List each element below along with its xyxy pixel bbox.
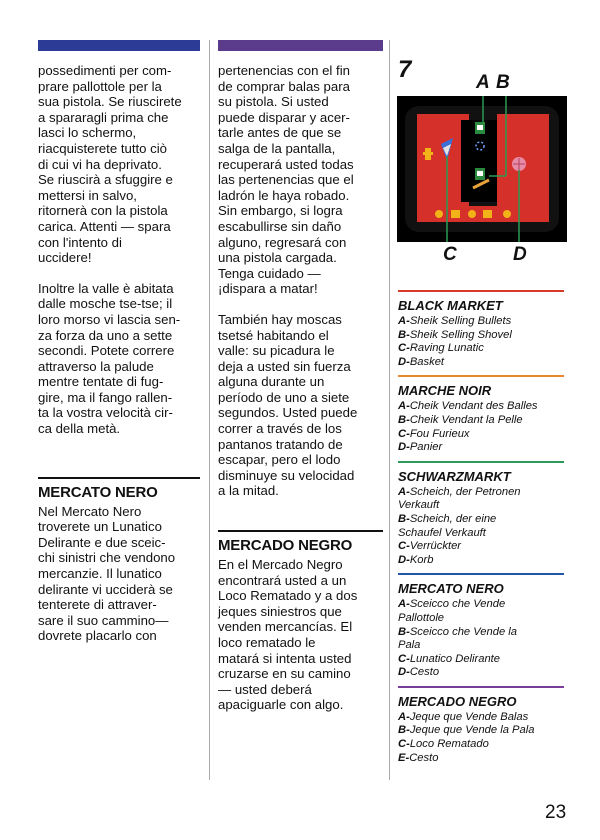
legend-item-letter: A (398, 315, 407, 327)
legend-item-dash: - (406, 738, 410, 751)
figure-label-c: C (443, 244, 457, 265)
legend-item (398, 342, 564, 356)
paragraph: pertenencias con el fin de comprar balas para su pistola. Si usted puede disparar y acer- tarle antes de que se salga de la pantalla, recuperará usted todas las pertenencias que el ladrón le haya robado. Sin embargo, si logra escabullirse sin daño alguno, regresará con una pistola cargada. Tenga cuidado — ¡dispara a matar! (218, 63, 354, 297)
legend-item-text: Sceicco che Vende Pallottole (398, 598, 506, 624)
legend-item (398, 738, 564, 752)
legend-item-letter: C (398, 738, 407, 751)
legend-item-text: Cheik Vendant la Pelle (409, 413, 523, 426)
legend-color-rule (398, 290, 564, 292)
column-spanish (218, 40, 383, 713)
legend-item-dash: - (406, 598, 410, 611)
legend-item-dash: - (406, 625, 410, 638)
legend-item-text: Korb (409, 553, 434, 566)
legend-item (398, 711, 564, 725)
legend-item-text: Lunatico Delirante (409, 652, 501, 665)
legend-item (398, 356, 564, 370)
legend-item-text: Sheik Selling Shovel (409, 328, 512, 341)
legend-item-text: Loco Rematado (409, 738, 489, 751)
legend-item-letter: D (398, 553, 407, 566)
legend-item-text: Sceicco che Vende la Pala (398, 625, 518, 652)
legend-block (398, 375, 564, 454)
legend-item (398, 428, 564, 442)
legend-title: MERCADO NEGRO (398, 693, 517, 709)
legend-item (398, 666, 564, 680)
column-italian (38, 40, 200, 644)
legend-item-dash: - (406, 328, 410, 341)
legend-block (398, 461, 564, 568)
legend-title: SCHWARZMARKT (398, 468, 511, 484)
legend-item (398, 400, 564, 414)
legend-color-rule (398, 686, 564, 688)
legend-item-dash: - (406, 512, 410, 525)
legend-item-letter: B (398, 413, 407, 426)
page-number: 23 (545, 802, 567, 823)
sheik-icon-b (475, 168, 485, 180)
legend-item (398, 540, 564, 554)
legend-item-letter: B (398, 724, 407, 737)
legend-item (398, 554, 564, 568)
legend-item-text: Sheik Selling Bullets (409, 315, 512, 327)
legend-item-letter: B (398, 512, 407, 525)
legend-item-dash: - (406, 553, 410, 566)
legend-color-rule (398, 375, 564, 377)
legend-item (398, 329, 564, 343)
legend-item (398, 513, 564, 540)
paragraph: Inoltre la valle è abitata dalle mosche tse-tse; il loro morso vi lascia sen- za forza da uno a sette secondi. Potete correre attraverso la palude mentre tentate di fug- gire, ma il fango rallen- ta la vostra velocità cir- ca della metà. (38, 280, 181, 437)
legend-item-text: Scheich, der eine Schaufel Verkauft (398, 512, 497, 539)
legend-item-text: Scheich, der Petronen Verkauft (398, 485, 521, 512)
legend-item-text: Raving Lunatic (409, 342, 484, 355)
figure-label-d: D (513, 244, 527, 265)
legend-item (398, 653, 564, 667)
legend-item-dash: - (406, 652, 410, 665)
section-heading: MERCATO NERO (38, 483, 158, 501)
section-rule (38, 477, 200, 479)
figure-label-a: A (476, 72, 490, 93)
paragraph: También hay moscas tsetsé habitando el valle: su picadura le deja a usted sin fuerza alguna durante un período de uno a siete segundos. Usted puede correr a través de los pantanos tratando de escapar, pero el lodo disminuye su velocidad a la mitad. (218, 311, 358, 499)
legend-block (398, 573, 564, 680)
paragraph: possedimenti per com- prare pallottole per la sua pistola. Se riuscirete a spararagli prima che lasci lo schermo, riacquisterete tutto ciò di cui vi ha deprivato. Se riuscirà a sfuggire e mettersi in salvo, ritornerà con la pistola carica. Attenti — spara con l'intento di uccidere! (38, 63, 182, 266)
legend-item-dash: - (406, 342, 410, 355)
legend-item (398, 752, 564, 766)
legend-item-letter: D (398, 666, 407, 679)
legend-item-text: Panier (409, 441, 443, 454)
legend-item-text: Verrückter (409, 540, 462, 553)
legend-item-letter: B (398, 328, 407, 341)
legend-item-letter: C (398, 540, 407, 553)
legend-item-letter: E (398, 751, 406, 764)
legend-item-letter: B (398, 625, 407, 638)
legend-item-letter: D (398, 355, 407, 368)
paragraph: Nel Mercato Nero troverete un Lunatico Delirante e due sceic- chi sinistri che vendono mercanzie. Il lunatico delirante vi ucciderà se tenterete di attraver- sare il suo cammino— dovrete placarlo con (38, 503, 176, 644)
legend-item-dash: - (406, 666, 410, 679)
legend-item-dash: - (406, 540, 410, 553)
top-color-bar (38, 40, 200, 51)
legend-item-dash: - (406, 724, 410, 737)
legend-color-rule (398, 461, 564, 463)
legend-block (398, 686, 564, 765)
legend-title: BLACK MARKET (398, 298, 503, 313)
column-rule-2 (389, 40, 390, 780)
top-color-bar (218, 40, 383, 51)
legend-item-letter: A (398, 400, 407, 413)
game-screenshot (397, 96, 567, 242)
legend-item-letter: A (398, 598, 407, 611)
legend-item-text: Cheik Vendant des Balles (409, 400, 538, 413)
sheik-icon-a (475, 122, 485, 134)
legend-title: MERCATO NERO (398, 581, 504, 597)
legend-item-text: Jeque que Vende la Pala (409, 724, 535, 737)
legend-item-dash: - (405, 751, 410, 764)
legend-item-dash: - (406, 413, 410, 426)
legend-item-dash: - (406, 427, 410, 440)
legend-item-letter: C (398, 652, 407, 665)
legend-item-letter: A (398, 710, 407, 723)
legend-item (398, 486, 564, 513)
legend-item-dash: - (406, 400, 410, 413)
figure-legend (398, 290, 564, 771)
legend-item-text: Jeque que Vende Balas (409, 710, 529, 723)
legend-item-dash: - (406, 441, 410, 454)
legend-item-letter: C (398, 342, 407, 355)
legend-item-text: Fou Furieux (409, 427, 470, 440)
section-rule (218, 530, 383, 532)
legend-item (398, 441, 564, 455)
section-heading: MERCADO NEGRO (218, 537, 353, 555)
legend-item-dash: - (406, 355, 410, 368)
legend-item-dash: - (406, 315, 410, 327)
legend-item (398, 414, 564, 428)
figure-number: 7 (398, 56, 412, 83)
legend-item-dash: - (406, 485, 410, 498)
legend-item-text: Cesto (409, 751, 439, 764)
legend-item-text: Basket (409, 355, 445, 368)
legend-item-letter: D (398, 441, 407, 454)
legend-item (398, 626, 564, 653)
legend-item-dash: - (406, 710, 410, 723)
figure-label-b: B (496, 72, 510, 93)
legend-item-letter: A (398, 485, 407, 498)
legend-item-letter: C (398, 427, 407, 440)
legend-item (398, 598, 564, 625)
paragraph: En el Mercado Negro encontrará usted a un Loco Rematado y a dos jeques siniestros que venden mercancías. El loco rematado le matará si intenta usted cruzarse en su camino — usted deberá apaciguarle con algo. (218, 557, 358, 713)
legend-item (398, 724, 564, 738)
legend-color-rule (398, 573, 564, 575)
legend-title: MARCHE NOIR (398, 383, 492, 399)
legend-block (398, 290, 564, 369)
column-rule-1 (209, 40, 210, 780)
legend-item-text: Cesto (409, 666, 440, 679)
legend-item (398, 315, 564, 329)
